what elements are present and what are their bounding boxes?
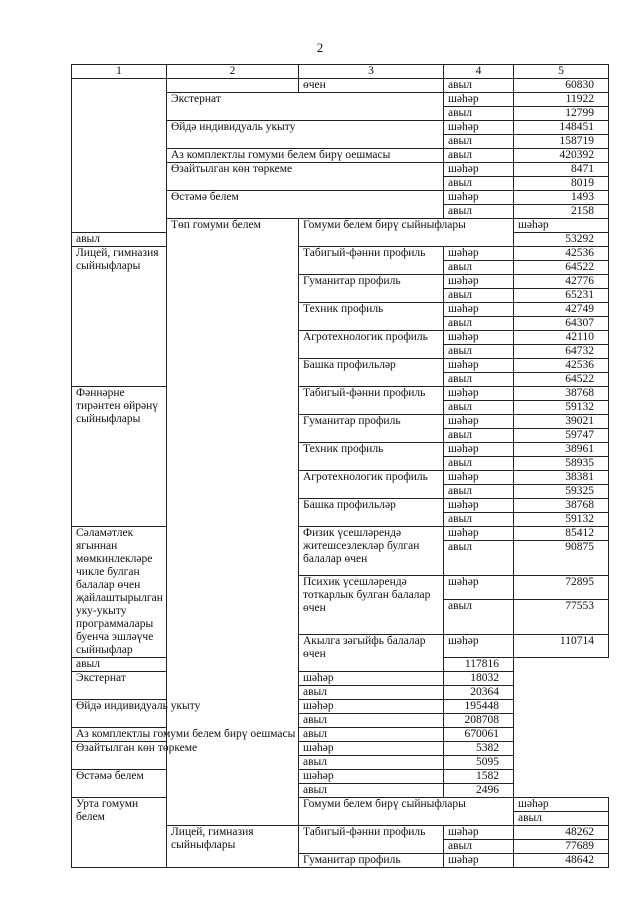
category-cell: Лицей, гимназия сыйныфлары <box>167 826 299 868</box>
subcategory-cell: Техник профиль <box>299 303 444 331</box>
value-cell: 77689 <box>514 840 609 854</box>
header-cell: 3 <box>299 65 444 79</box>
value-cell: 64732 <box>514 345 609 359</box>
value-cell: 59132 <box>514 401 609 415</box>
funding-table <box>71 64 609 868</box>
value-cell: 59325 <box>514 485 609 499</box>
value-cell: 77553 <box>514 599 609 634</box>
settlement-type: шәһәр <box>444 415 514 429</box>
value-cell: 158719 <box>514 135 609 149</box>
level-cell: Төп гомуми белем <box>167 219 299 826</box>
value-cell: 72895 <box>514 576 609 599</box>
value-cell: 39021 <box>514 415 609 429</box>
settlement-type: авыл <box>514 812 609 826</box>
settlement-type: шәһәр <box>444 275 514 289</box>
settlement-type: авыл <box>444 541 514 576</box>
value-cell: 90875 <box>514 541 609 576</box>
settlement-type: шәһәр <box>444 191 514 205</box>
settlement-type: шәһәр <box>299 700 444 714</box>
settlement-type: шәһәр <box>444 471 514 485</box>
category-cell: Экстернат <box>167 93 444 121</box>
value-cell: 38961 <box>514 443 609 457</box>
subcategory-cell: Табигый-фәнни профиль <box>299 387 444 415</box>
table-row <box>72 247 609 261</box>
value-cell: 1582 <box>444 770 514 784</box>
header-cell: 4 <box>444 65 514 79</box>
header-row <box>72 65 609 79</box>
category-cell: Өзайтылган көн төркеме <box>72 742 299 770</box>
settlement-type: шәһәр <box>444 854 514 868</box>
category-cell: Фәннәрне тирәнтен өйрәнү сыйныфлары <box>72 387 167 527</box>
settlement-type: авыл <box>444 457 514 471</box>
value-cell: 8019 <box>514 177 609 191</box>
value-cell: 48642 <box>514 854 609 868</box>
value-cell: 1493 <box>514 191 609 205</box>
subcategory-cell: өчен <box>299 79 444 93</box>
value-cell: 53292 <box>514 233 609 247</box>
table-row <box>72 770 609 784</box>
value-cell: 60830 <box>514 79 609 93</box>
level-cell <box>72 79 167 233</box>
settlement-type: шәһәр <box>444 331 514 345</box>
value-cell: 8471 <box>514 163 609 177</box>
value-cell: 38768 <box>514 387 609 401</box>
value-cell: 64307 <box>514 317 609 331</box>
table-row <box>72 798 609 812</box>
value-cell: 670061 <box>444 728 514 742</box>
category-cell: Өзайтылган көн төркеме <box>167 163 444 191</box>
table-row <box>72 387 609 401</box>
subcategory-cell: Башка профильләр <box>299 499 444 527</box>
settlement-type: авыл <box>72 233 167 247</box>
settlement-type: авыл <box>444 513 514 527</box>
category-cell: Өстәмә белем <box>167 191 444 219</box>
table-row <box>72 79 609 93</box>
value-cell: 42536 <box>514 359 609 373</box>
value-cell: 85412 <box>514 527 609 541</box>
category-cell: Өстәмә белем <box>72 770 299 798</box>
settlement-type: авыл <box>444 107 514 121</box>
settlement-type: авыл <box>299 756 444 770</box>
value-cell: 59747 <box>514 429 609 443</box>
subcategory-cell: Табигый-фәнни профиль <box>299 247 444 275</box>
settlement-type: авыл <box>299 728 444 742</box>
subcategory-cell: Акылга зәгыйфь балалар өчен <box>299 634 444 671</box>
subcategory-cell: Физик үсешләрендә житешсезлекләр булган балалар өчен <box>299 527 444 576</box>
settlement-type: авыл <box>299 686 444 700</box>
settlement-type: шәһәр <box>444 303 514 317</box>
settlement-type: авыл <box>444 317 514 331</box>
settlement-type: авыл <box>444 289 514 303</box>
settlement-type: шәһәр <box>444 121 514 135</box>
value-cell: 18032 <box>444 672 514 686</box>
category-cell: Сәламәтлек ягыннан мөмкинлекләре чикле булган балалар өчен җайлаштырылган уку-укыту программалары буенча эшләүче сыйныфлар <box>72 527 167 658</box>
value-cell: 59132 <box>514 513 609 527</box>
settlement-type: шәһәр <box>444 247 514 261</box>
value-cell: 42776 <box>514 275 609 289</box>
value-cell: 38768 <box>514 499 609 513</box>
value-cell: 2158 <box>514 205 609 219</box>
value-cell: 64522 <box>514 261 609 275</box>
value-cell: 420392 <box>514 149 609 163</box>
settlement-type: авыл <box>444 485 514 499</box>
subcategory-cell: Башка профильләр <box>299 359 444 387</box>
header-cell: 2 <box>167 65 299 79</box>
category-cell: Өйдә индивидуаль укыту <box>167 121 444 149</box>
settlement-type: шәһәр <box>444 93 514 107</box>
header-cell: 5 <box>514 65 609 79</box>
value-cell: 5095 <box>444 756 514 770</box>
value-cell: 2496 <box>444 784 514 798</box>
settlement-type: авыл <box>72 658 167 672</box>
settlement-type: шәһәр <box>444 576 514 599</box>
settlement-type: авыл <box>444 840 514 854</box>
value-cell: 5382 <box>444 742 514 756</box>
settlement-type: авыл <box>444 261 514 275</box>
settlement-type: авыл <box>299 784 444 798</box>
settlement-type: шәһәр <box>444 826 514 840</box>
level-cell: Урта гомуми белем <box>72 798 167 868</box>
category-cell: Лицей, гимназия сыйныфлары <box>72 247 167 387</box>
value-cell: 12799 <box>514 107 609 121</box>
subcategory-cell: Гуманитар профиль <box>299 415 444 443</box>
subcategory-cell: Психик үсешләрендә тоткарлык булган балалар өчен <box>299 576 444 635</box>
value-cell: 58935 <box>514 457 609 471</box>
category-cell: Гомуми белем бирү сыйныфлары <box>299 219 514 247</box>
value-cell: 208708 <box>444 714 514 728</box>
settlement-type: авыл <box>444 205 514 219</box>
settlement-type: шәһәр <box>444 527 514 541</box>
value-cell: 11922 <box>514 93 609 107</box>
value-cell: 65231 <box>514 289 609 303</box>
value-cell: 110714 <box>514 634 609 657</box>
settlement-type: авыл <box>299 714 444 728</box>
subcategory-cell: Агротехнологик профиль <box>299 471 444 499</box>
settlement-type: авыл <box>444 429 514 443</box>
settlement-type: авыл <box>444 135 514 149</box>
value-cell: 148451 <box>514 121 609 135</box>
category-cell: Гомуми белем бирү сыйныфлары <box>299 798 514 826</box>
subcategory-cell: Гуманитар профиль <box>299 275 444 303</box>
settlement-type: авыл <box>444 149 514 163</box>
settlement-type: авыл <box>444 345 514 359</box>
settlement-type: авыл <box>444 599 514 634</box>
subcategory-cell: Техник профиль <box>299 443 444 471</box>
settlement-type: шәһәр <box>299 742 444 756</box>
value-cell: 117816 <box>444 658 514 672</box>
value-cell: 195448 <box>444 700 514 714</box>
subcategory-cell: Табигый-фәнни профиль <box>299 826 444 854</box>
value-cell: 20364 <box>444 686 514 700</box>
table-row <box>72 672 609 686</box>
settlement-type: шәһәр <box>444 387 514 401</box>
table-row <box>72 728 609 742</box>
value-cell: 48262 <box>514 826 609 840</box>
table-row <box>72 742 609 756</box>
settlement-type: шәһәр <box>444 443 514 457</box>
category-cell <box>167 79 299 93</box>
settlement-type: авыл <box>444 373 514 387</box>
value-cell: 38381 <box>514 471 609 485</box>
value-cell: 42110 <box>514 331 609 345</box>
settlement-type: шәһәр <box>514 798 609 812</box>
value-cell: 42749 <box>514 303 609 317</box>
settlement-type: шәһәр <box>514 219 609 233</box>
header-cell: 1 <box>72 65 167 79</box>
settlement-type: авыл <box>444 401 514 415</box>
category-cell: Экстернат <box>72 672 299 700</box>
settlement-type: шәһәр <box>444 163 514 177</box>
settlement-type: авыл <box>444 177 514 191</box>
settlement-type: авыл <box>444 79 514 93</box>
page-number: 2 <box>316 40 324 55</box>
table-row <box>72 700 609 714</box>
settlement-type: шәһәр <box>444 499 514 513</box>
settlement-type: шәһәр <box>444 359 514 373</box>
settlement-type: шәһәр <box>299 672 444 686</box>
category-cell: Аз комплектлы гомуми белем бирү оешмасы <box>72 728 299 742</box>
subcategory-cell: Агротехнологик профиль <box>299 331 444 359</box>
category-cell: Аз комплектлы гомуми белем бирү оешмасы <box>167 149 444 163</box>
table-row <box>72 527 609 541</box>
settlement-type: шәһәр <box>299 770 444 784</box>
settlement-type: шәһәр <box>444 634 514 657</box>
value-cell: 64522 <box>514 373 609 387</box>
subcategory-cell: Гуманитар профиль <box>299 854 444 868</box>
value-cell: 42536 <box>514 247 609 261</box>
category-cell: Өйдә индивидуаль укыту <box>72 700 299 728</box>
